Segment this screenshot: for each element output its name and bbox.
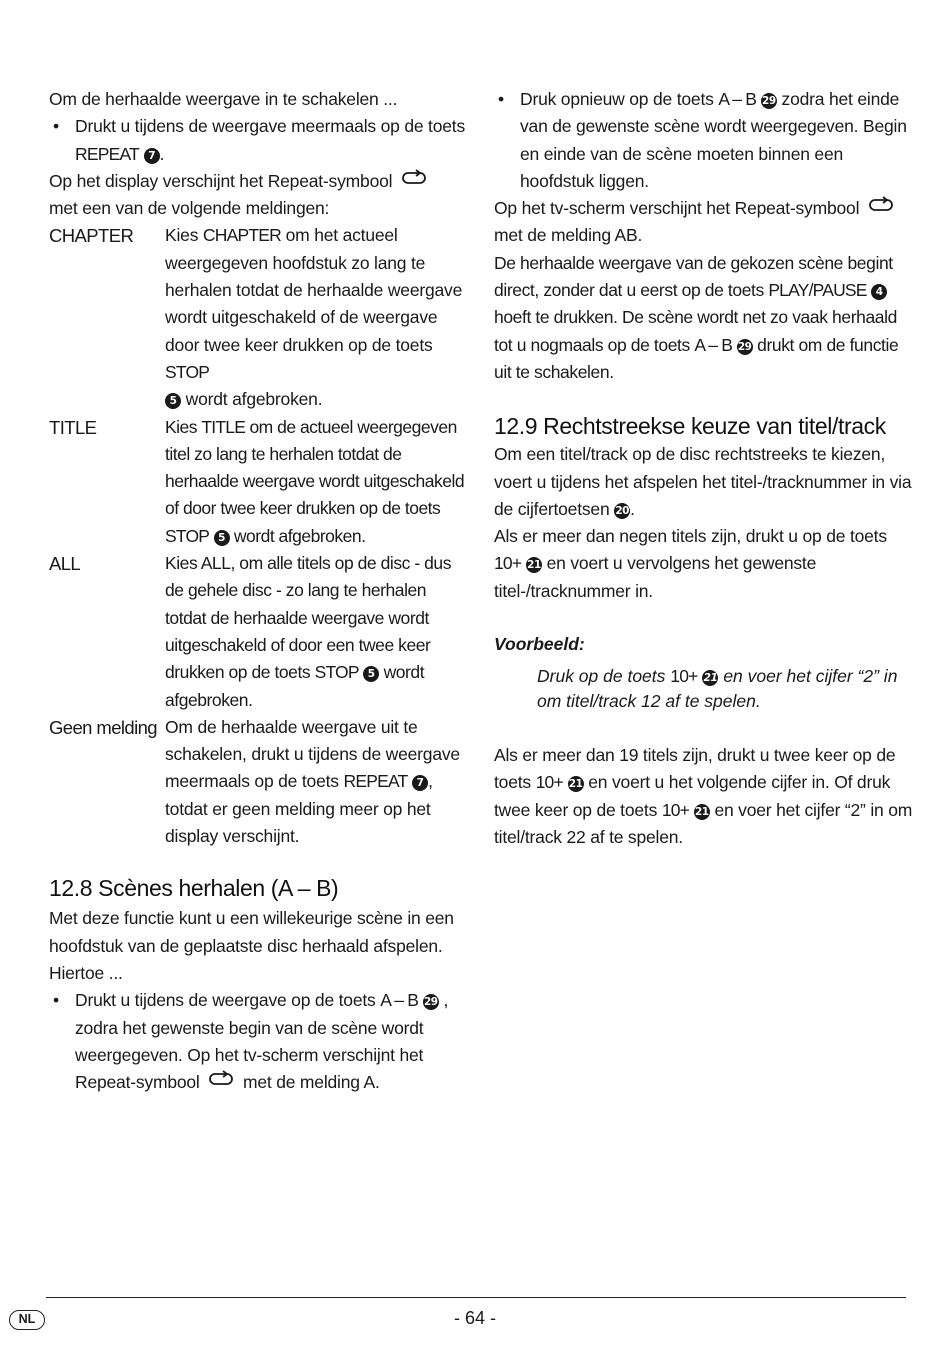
spacer [494, 714, 914, 742]
def-row-chapter [49, 222, 469, 413]
bullet-ab-start [49, 987, 469, 1096]
bullet-text: Drukt u tijdens de weergave op de toets [75, 990, 376, 1011]
body-text: Als er meer dan 19 titels zijn, drukt u twee keer op de toets [494, 745, 896, 793]
display-text-b: met een van de volgende meldingen: [49, 198, 330, 219]
bullet-text: zodra het einde van de gewenste scène wordt weergegeven. Begin en einde van de scène moeten binnen een hoofdstuk liggen. [520, 89, 907, 191]
body-text: Om een titel/track op de disc rechtstreeks te kiezen, voert u tijdens het afspelen het titel-/tracknummer in via de cijfertoetsen [494, 444, 912, 519]
body-text: hoeft te drukken. De scène wordt net zo vaak herhaald tot u nogmaals op de toets [494, 307, 897, 355]
repeat-modes-list [49, 222, 469, 850]
body-text: Als er meer dan negen titels zijn, drukt u op de toets [494, 526, 887, 547]
bullet-text: met de melding A. [242, 1072, 380, 1093]
key-10plus-label: 10+ [535, 772, 563, 793]
ref-number-badge: 21 [694, 805, 709, 818]
body-text: De herhaalde weergave van de gekozen scène begint direct, zonder dat u eerst op de toets [494, 252, 893, 301]
def-desc-text: Kies ALL, om alle titels op de disc - dus de gehele disc - zo lang te herhalen totdat de herhaalde weergave wordt uitgeschakeld of door een twee keer drukken op de toets [165, 553, 452, 683]
ref-number-badge: 21 [527, 559, 541, 572]
ref-number-badge: 20 [615, 504, 629, 517]
example-text-b: en voer het cijfer “2” in om titel/track 12 af te spelen. [537, 666, 898, 712]
display-text [49, 168, 469, 223]
body-text: en voer het cijfer “2” in om titel/track 22 af te spelen. [494, 799, 913, 847]
bullet-text: Drukt u tijdens de weergave meermaals op de toets [75, 116, 465, 137]
def-desc [165, 714, 469, 850]
repeat-direct-text [494, 250, 914, 386]
ref-number-badge: 21 [703, 672, 718, 685]
right-column [494, 86, 914, 851]
ref-number-badge: 7 [412, 775, 428, 791]
ref-number-badge: 21 [568, 778, 583, 791]
more-than-nine-text [494, 523, 914, 605]
ref-number-badge: 5 [165, 393, 181, 409]
key-repeat-label: REPEAT [75, 143, 139, 164]
ref-number-badge: 7 [144, 148, 160, 164]
def-desc-text: , totdat er geen melding meer op het display verschijnt. [165, 771, 433, 847]
ref-number-badge: 5 [214, 530, 230, 546]
def-row-geen-melding [49, 714, 469, 850]
def-desc-text: wordt afgebroken. [165, 662, 425, 710]
intro-text: Om de herhaalde weergave in te schakelen ... [49, 89, 398, 109]
repeat-icon [208, 1070, 234, 1086]
more-than-19-text [494, 742, 914, 851]
key-ab-label: A – B [718, 89, 757, 109]
def-desc [165, 414, 469, 550]
language-badge: NL [9, 1310, 45, 1330]
bullet-dot: • [498, 89, 504, 109]
def-desc [165, 222, 469, 413]
def-term: TITLE [49, 416, 97, 438]
repeat-icon [401, 169, 427, 185]
key-playpause-label: PLAY/PAUSE [768, 280, 867, 301]
body-text: en voert u het volgende cijfer in. Of druk twee keer op de toets [494, 772, 891, 820]
def-term: Geen melding [49, 716, 157, 738]
key-10plus-label: 10+ [661, 799, 690, 820]
example-text [494, 664, 914, 714]
display-text-a: Op het display verschijnt het Repeat-symbool [49, 170, 393, 191]
key-label: STOP [165, 525, 210, 546]
tv-text-a: Op het tv-scherm verschijnt het Repeat-symbool [494, 198, 860, 219]
ref-number-badge: 4 [871, 284, 887, 300]
def-desc-text: Om de herhaalde weergave uit te schakelen, drukt u tijdens de weergave meermaals op de toets [165, 716, 460, 792]
key-label: CHAPTER [202, 225, 281, 246]
direct-select-text: Om een titel/track op de disc rechtstreeks te kiezen, voert u tijdens het afspelen het titel-/tracknummer in via de cijfertoetsen 20. [494, 444, 912, 519]
repeat-icon [868, 196, 894, 212]
def-desc-text: wordt afgebroken. [185, 389, 323, 410]
def-desc-text: om de actueel weergegeven titel zo lang te herhalen totdat de herhaalde weergave wordt uitgeschakeld of door twee keer drukken op de toets [165, 416, 465, 519]
bullet-text: Druk opnieuw op de toets [520, 89, 714, 109]
page-number: - 64 - [453, 1308, 496, 1328]
key-10plus-label: 10+ [494, 553, 522, 574]
bullet-repeat: • Drukt u tijdens de weergave meermaals op de toets REPEAT 7 . [49, 113, 469, 168]
footer-rule [46, 1297, 906, 1298]
ref-number-badge: 29 [762, 95, 776, 107]
def-term: ALL [49, 553, 81, 575]
key-label: STOP [165, 361, 210, 382]
bullet-ab-end [494, 86, 914, 195]
section-heading-12-9: 12.9 Rechtstreekse keuze van titel/track [494, 413, 886, 440]
key-ab-label: A – B [380, 990, 419, 1011]
def-desc-text: wordt afgebroken. [233, 525, 366, 546]
left-column [49, 86, 469, 1096]
key-label: TITLE [201, 416, 246, 437]
key-label: REPEAT [343, 771, 408, 792]
example-text-a: Druk op de toets [537, 666, 666, 687]
def-row-all [49, 550, 469, 714]
ref-number-badge: 5 [363, 666, 379, 682]
example-label: Voorbeeld: [494, 634, 585, 655]
ref-number-badge: 29 [737, 340, 752, 353]
section-paragraph: Met deze functie kunt u een willekeurige scène in een hoofdstuk van de geplaatste disc herhaald afspelen. [49, 908, 454, 956]
def-desc-text: Kies [165, 225, 199, 246]
def-desc [165, 550, 469, 714]
bullet-dot: • [53, 990, 59, 1011]
bullet-dot: • [53, 116, 59, 137]
body-text: drukt om de functie uit te schakelen. [494, 334, 899, 382]
key-ab-label: A – B [694, 334, 733, 355]
tv-screen-text [494, 195, 914, 250]
def-desc-text: om het actueel weergegeven hoofdstuk zo lang te herhalen totdat de herhaalde weergave wordt uitgeschakeld of de weergave door twee keer drukken op de toets [165, 225, 463, 355]
tv-text-b: met de melding AB. [494, 225, 643, 246]
def-term: CHAPTER [49, 225, 134, 247]
section-heading-12-8: 12.8 Scènes herhalen (A – B) [49, 875, 339, 902]
def-row-title [49, 414, 469, 550]
bullet-text: , zodra het gewenste begin van de scène wordt weergegeven. Op het tv-scherm verschijnt het Repeat-symbool [75, 990, 449, 1093]
ref-number-badge: 29 [423, 996, 438, 1009]
key-label: STOP [314, 662, 359, 683]
key-10plus-label: 10+ [670, 666, 698, 687]
body-text: en voert u vervolgens het gewenste titel-/tracknummer in. [494, 553, 817, 601]
def-desc-text: Kies [165, 416, 198, 437]
hiertoe-text: Hiertoe ... [49, 962, 123, 983]
